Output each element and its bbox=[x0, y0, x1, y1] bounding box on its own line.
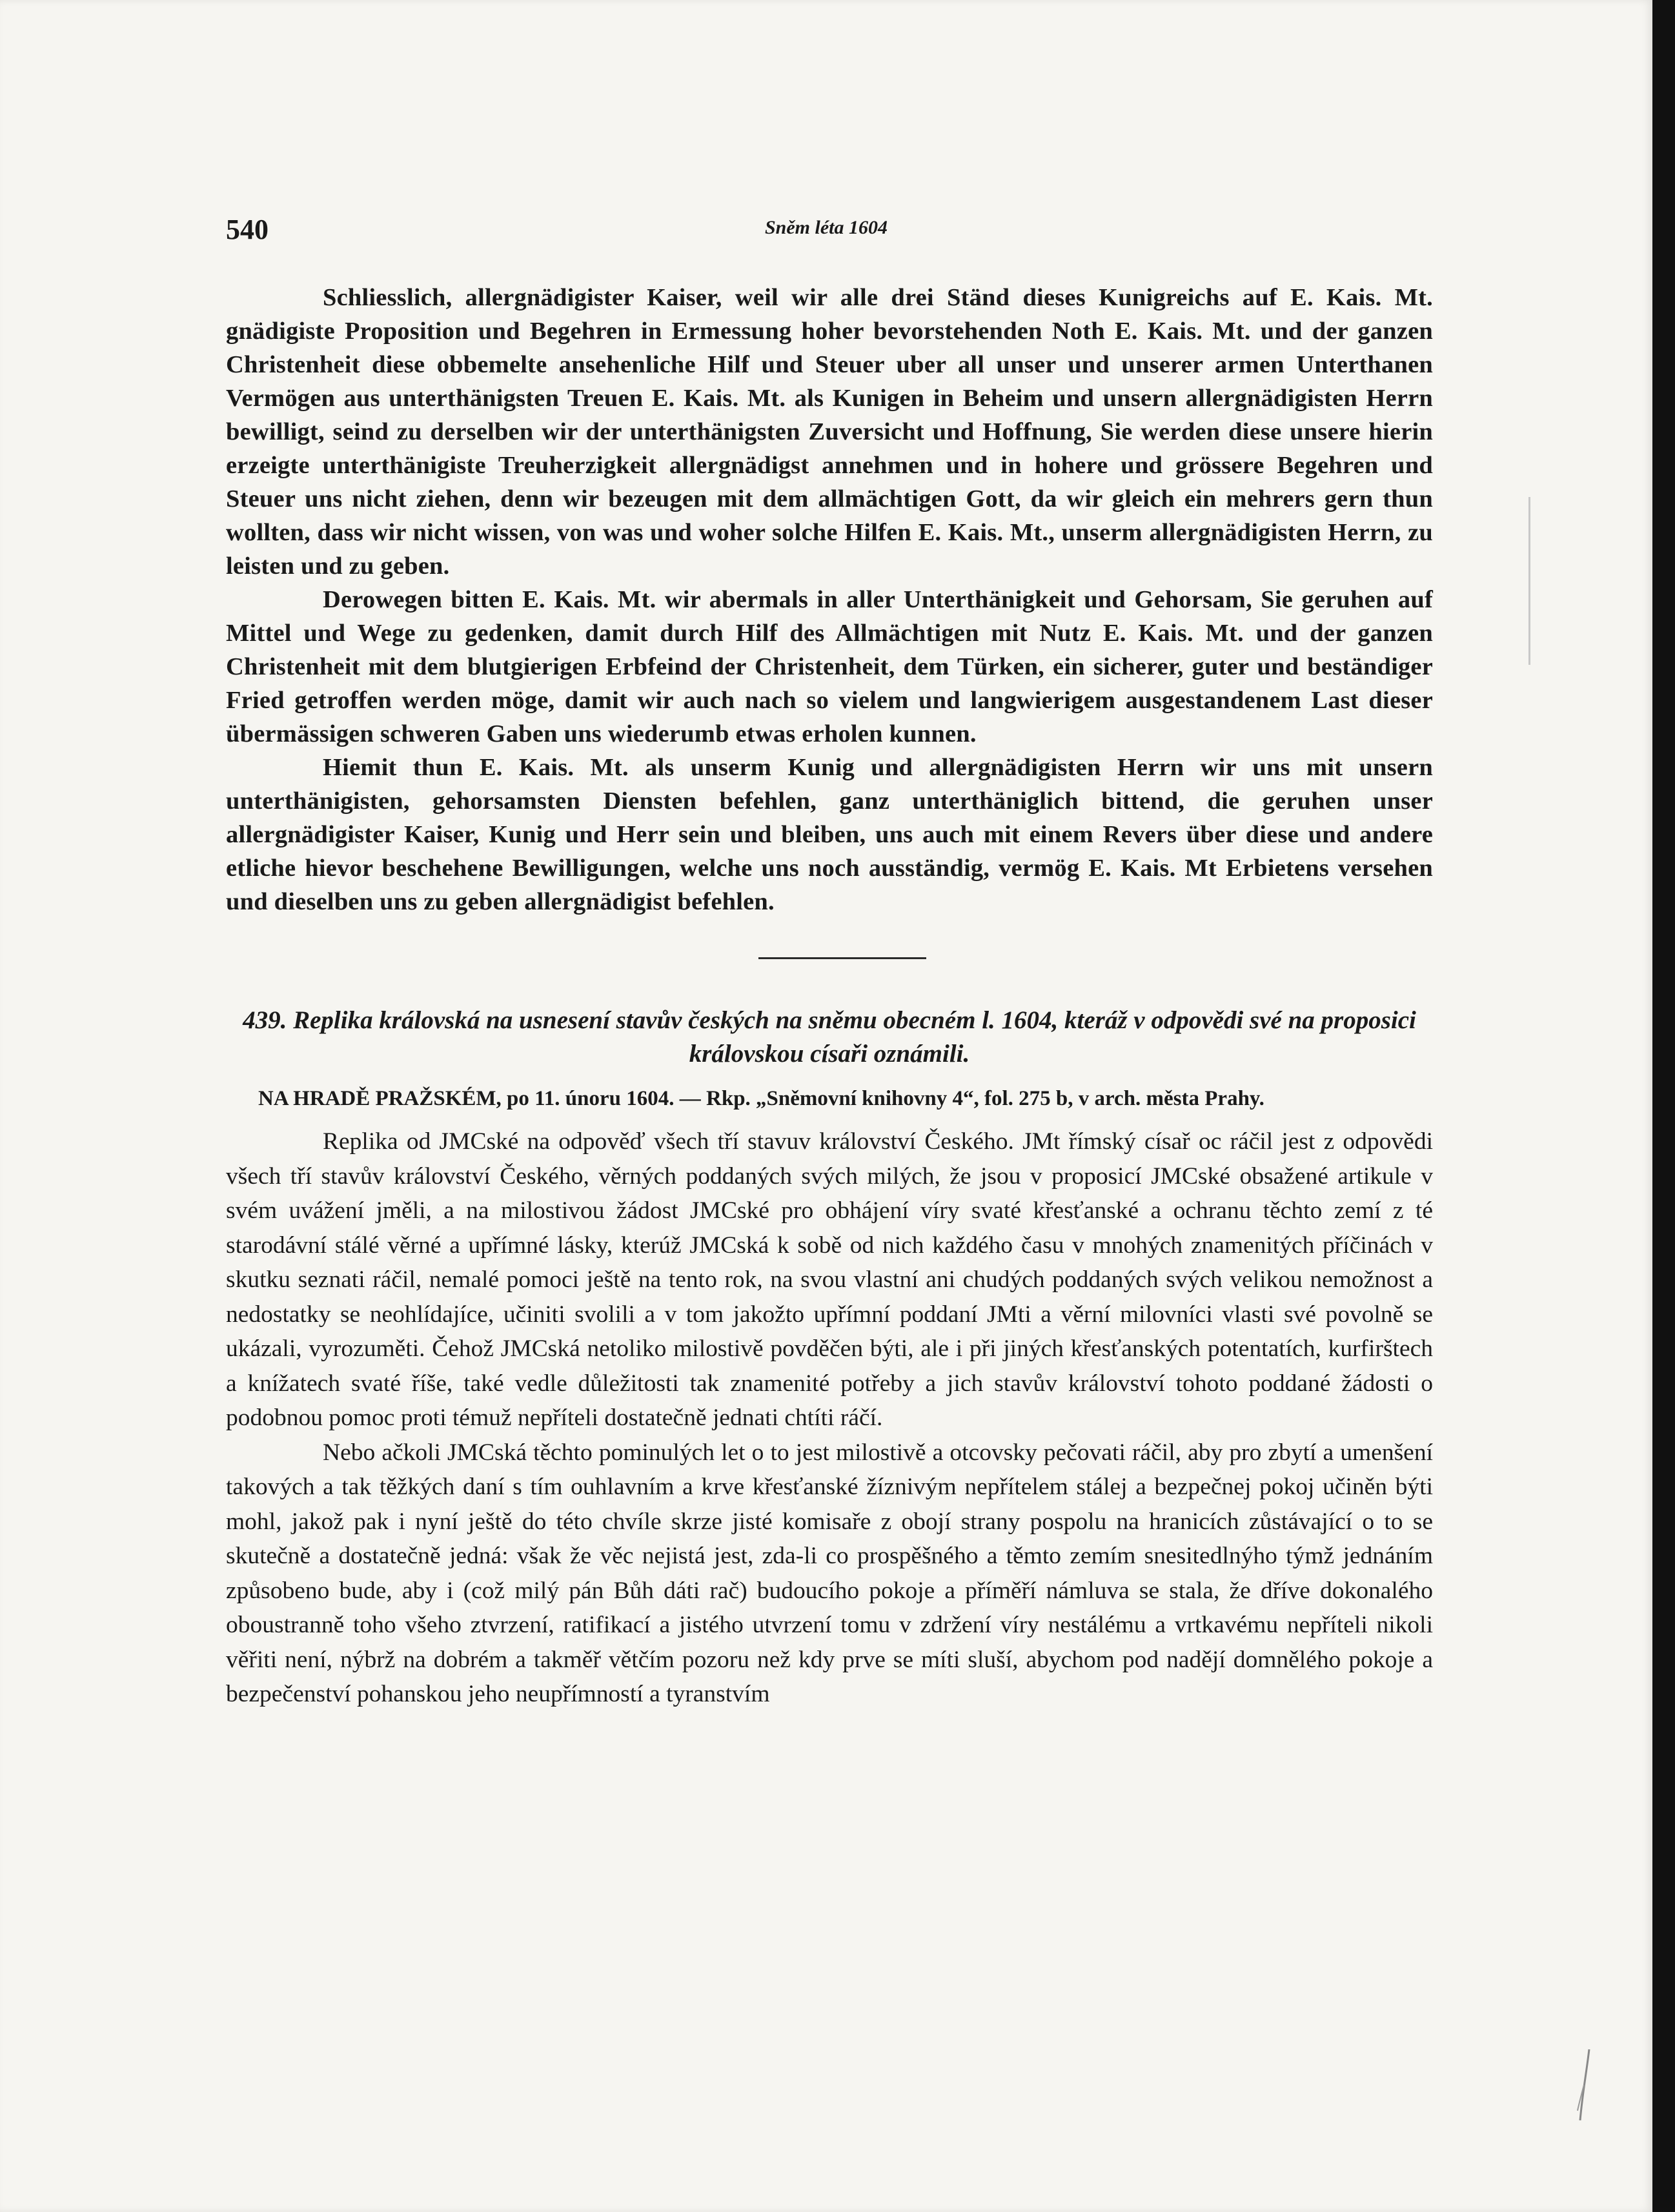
document-number: 439. bbox=[243, 1006, 287, 1034]
czech-paragraph-2: Nebo ačkoli JMCská těchto pominulých let o to jest milostivě a otcovsky pečovati ráčil, aby pro zbytí a umenšení takových a tak těžkých daní s tím ouhlavním a krve křesťanské žíznivým nepřítelem stálej a bezpečnej pokoj učiněn býti mohl, jakož pak i nyní ještě do této chvíle skrze jisté komisaře z obojí strany pospolu na hranicích zůstávající o to se skutečně a dostatečně jedná: však že věc nejistá jest, zda-li co prospěšného a těmto zemím snesitedlnýho týmž jednáním způsobeno bude, aby i (což milý pán Bůh dáti rač) budoucího pokoje a příměří námluva se stala, že dříve dokonalého oboustranně toho všeho ztvrzení, ratifikací a jistého utvrzení tomu v zdržení víry nestálému a vrtkavému nepříteli nikoli věřiti není, nýbrž na dobrém a takměř větčím pozoru než kdy prve se míti sluší, abychom pod nadějí domnělého pokoje a bezpečenství pohanskou jeho neupřímností a tyranstvím bbox=[226, 1439, 1433, 1707]
german-paragraph-3: Hiemit thun E. Kais. Mt. als unserm Kunig und allergnädigisten Herrn wir uns mit unsern unterthänigisten, gehorsamsten Diensten befehlen, ganz unterthäniglich bittend, die geruhen unser allergnädigister Kaiser, Kunig und Herr sein und bleiben, uns auch mit einem Revers über diese und andere etliche hievor beschehene Bewilligungen, welche uns noch ausständig, vermög E. Kais. Mt Erbietens versehen und dieselben uns zu geben allergnädigist befehlen. bbox=[226, 754, 1433, 915]
czech-paragraph-1: Replika od JMCské na odpověď všech tří stavuv království Českého. JMt římský císař oc ráčil jest z odpovědi všech tří stavův království Českého, věrných poddaných svých milých, že jsou v proposicí JMCské obsažené artikule v svém uvážení jměli, a na milostivou žádost JMCské pro obhájení víry svaté křesťanské a ochranu těchto zemí z té starodávní stálé věrné a upřímné lásky, kterúž JMCská k sobě od nich každého času v mnohých znamenitých příčinách v skutku seznati ráčil, nemalé pomoci ještě na tento rok, na svou vlastní ani chudých poddaných svých velikou nemožnost a nedostatky se neohlídajíce, učiniti svolili a v tom jakožto upřímní poddaní JMti a věrní milovníci vlasti své povolně se ukázali, vyrozuměti. Čehož JMCská netoliko milostivě povděčen býti, ale i při jiných křesťanských potentatích, kurfirštech a knížatech svaté říše, také vedle důležitosti tak znamenité potřeby a jich stavův království tohoto poddané žádosti o podobnou pomoc proti témuž nepříteli dostatečně jednati chtíti ráčí. bbox=[226, 1128, 1433, 1431]
czech-text-section bbox=[226, 1124, 1433, 1712]
document-title: Replika královská na usnesení stavův českých na sněmu obecném l. 1604, kteráž v odpovědi své na proposici královskou císaři oznámili. bbox=[293, 1006, 1416, 1068]
german-paragraph-1: Schliesslich, allergnädigister Kaiser, weil wir alle drei Ständ dieses Kunigreichs auf E. Kais. Mt. gnädigiste Proposition und Begehren in Ermessung hoher bevorstehenden Noth E. Kais. Mt. und der ganzen Christenheit diese obbemelte ansehenliche Hilf und Steuer uber all unser und unserer armen Unterthanen Vermögen aus unterthänigsten Treuen E. Kais. Mt. als Kunigen in Beheim und unsern allergnädigisten Herrn bewilligt, seind zu derselben wir der unterthänigsten Zuversicht und Hoffnung, Sie werden diese unsere hierin erzeigte unterthänigiste Treuherzigkeit allergnädigst annehmen und in hohere und grössere Begehren und Steuer uns nicht ziehen, denn wir bezeugen mit dem allmächtigen Gott, da wir gleich ein mehrers gern thun wollten, dass wir nicht wissen, von was und woher solche Hilfen E. Kais. Mt., unserm allergnädigisten Herrn, zu leisten und zu geben. bbox=[226, 284, 1433, 580]
section-divider bbox=[758, 957, 926, 959]
page-number: 540 bbox=[226, 214, 269, 245]
margin-line bbox=[1528, 497, 1530, 665]
source-citation: NA HRADĚ PRAŽSKÉM, po 11. únoru 1604. — Rkp. „Sněmovní knihovny 4“, fol. 275 b, v arch. města Prahy. bbox=[258, 1087, 1264, 1110]
scan-edge bbox=[1652, 0, 1675, 2212]
pencil-mark-icon bbox=[1575, 2046, 1594, 2124]
running-title: Sněm léta 1604 bbox=[764, 217, 888, 238]
page-header bbox=[226, 213, 1426, 252]
document-heading bbox=[226, 1004, 1433, 1071]
german-text-section bbox=[226, 281, 1433, 918]
german-paragraph-2: Derowegen bitten E. Kais. Mt. wir abermals in aller Unterthänigkeit und Gehorsam, Sie geruhen auf Mittel und Wege zu gedenken, damit durch Hilf des Allmächtigen mit Nutz E. Kais. Mt. und der ganzen Christenheit mit dem blutgierigen Erbfeind der Christenheit, dem Türken, ein sicherer, guter und beständiger Fried getroffen werden möge, damit wir auch nach so vielem und langwierigem ausgestandenem Last dieser übermässigen schweren Gaben uns wiederumb etwas erholen kunnen. bbox=[226, 586, 1433, 747]
